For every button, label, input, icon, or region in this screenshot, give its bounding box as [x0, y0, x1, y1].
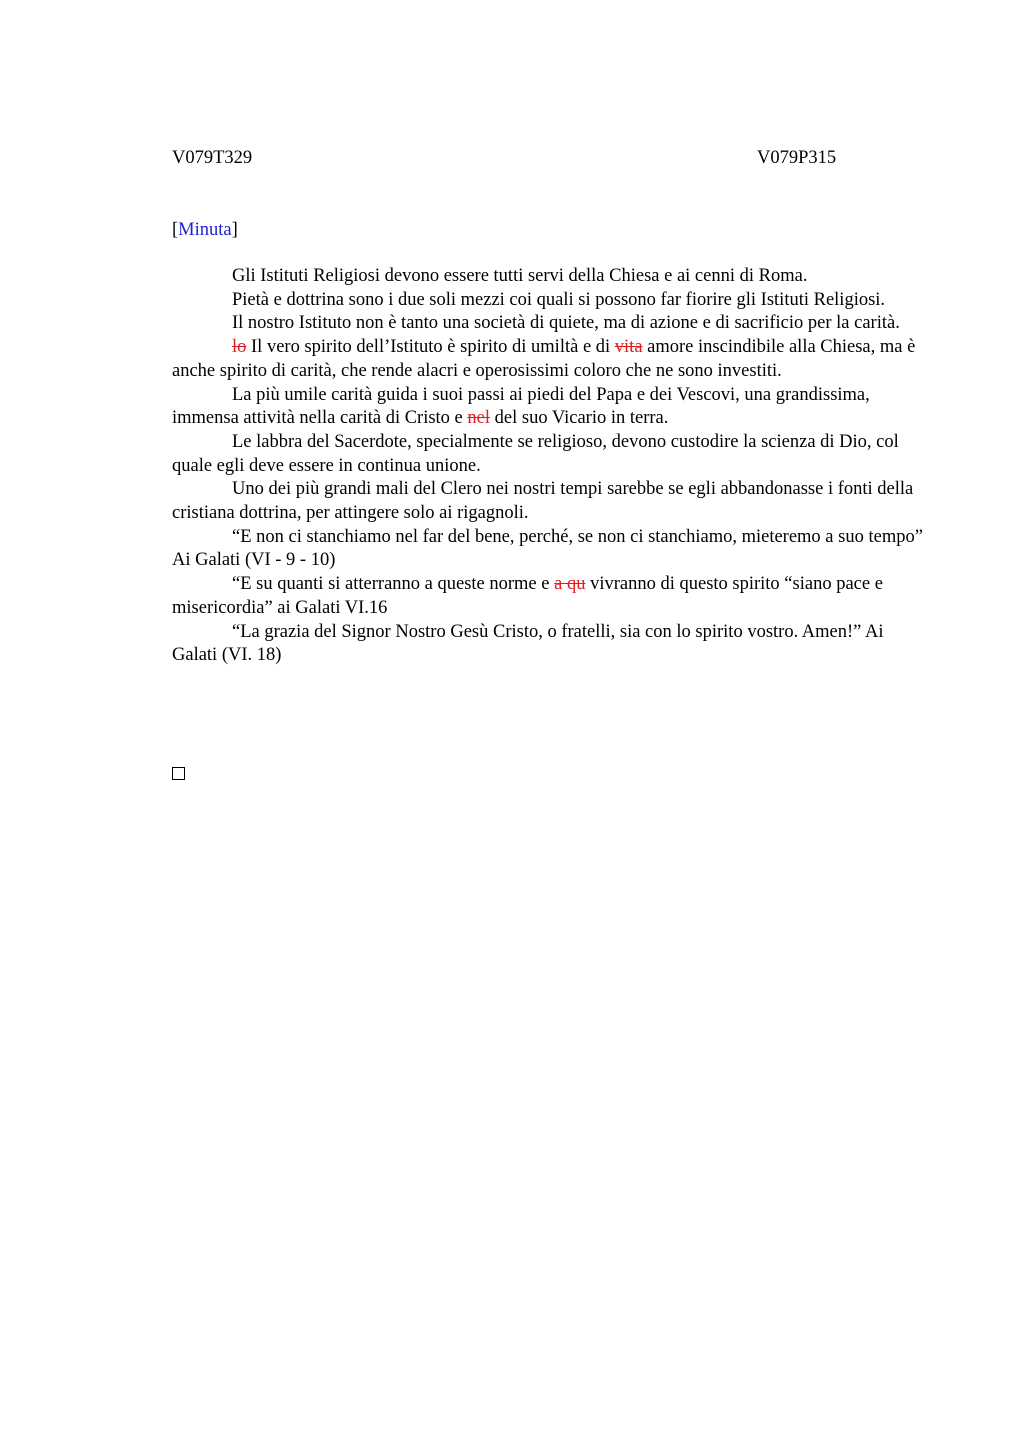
square-outline-icon [172, 767, 185, 780]
paragraph-text: del suo Vicario in terra. [490, 408, 669, 429]
document-code-right: V079P315 [757, 148, 837, 168]
label-close-bracket: ] [231, 220, 238, 240]
paragraph-5 [172, 384, 932, 431]
paragraph-3: Il nostro Istituto non è tanto una società di quiete, ma di azione e di sacrificio per la carità. [232, 313, 900, 334]
paragraph-10: “La grazia del Signor Nostro Gesù Cristo, o fratelli, sia con lo spirito vostro. Amen!” Ai Galati (VI. 18) [172, 621, 884, 666]
paragraph-text: La più umile carità guida i suoi passi ai piedi del Papa e dei Vescovi, una grandissima, immensa attività nella carità di Cristo e [172, 384, 870, 429]
paragraph-4 [172, 336, 932, 383]
minuta-label [172, 218, 238, 242]
deleted-text: vita [614, 337, 643, 358]
paragraph-text: vivranno di questo spirito “siano pace e misericordia” ai Galati VI.16 [172, 574, 883, 618]
deleted-text: nel [467, 408, 491, 429]
document-code-left: V079T329 [172, 148, 253, 168]
label-word: Minuta [178, 220, 232, 240]
page-header [172, 146, 932, 170]
paragraph-9 [172, 573, 932, 620]
label-open-bracket: [ [172, 220, 179, 240]
paragraph-8: “E non ci stanchiamo nel far del bene, perché, se non ci stanchiamo, mieteremo a suo tempo” Ai Galati (VI - 9 - 10) [172, 526, 923, 571]
deleted-text: a qu [554, 574, 586, 595]
paragraph-text: “E su quanti si atterranno a queste norme e [232, 574, 555, 595]
paragraph-2: Pietà e dottrina sono i due soli mezzi coi quali si possono far fiorire gli Istituti Religiosi. [232, 289, 886, 310]
body-text [172, 265, 932, 668]
paragraph-6: Le labbra del Sacerdote, specialmente se religioso, devono custodire la scienza di Dio, col quale egli deve essere in continua unione. [172, 431, 899, 476]
paragraph-7: Uno dei più grandi mali del Clero nei nostri tempi sarebbe se egli abbandonasse i fonti della cristiana dottrina, per attingere solo ai rigagnoli. [172, 479, 914, 524]
paragraph-text: amore inscindibile alla Chiesa, ma è anche spirito di carità, che rende alacri e operosissimi coloro che ne sono investiti. [172, 337, 916, 381]
paragraph-1: Gli Istituti Religiosi devono essere tutti servi della Chiesa e ai cenni di Roma. [232, 266, 808, 286]
paragraph-text: Il vero spirito dell’Istituto è spirito di umiltà e di [246, 337, 615, 358]
deleted-text: lo [232, 337, 247, 358]
